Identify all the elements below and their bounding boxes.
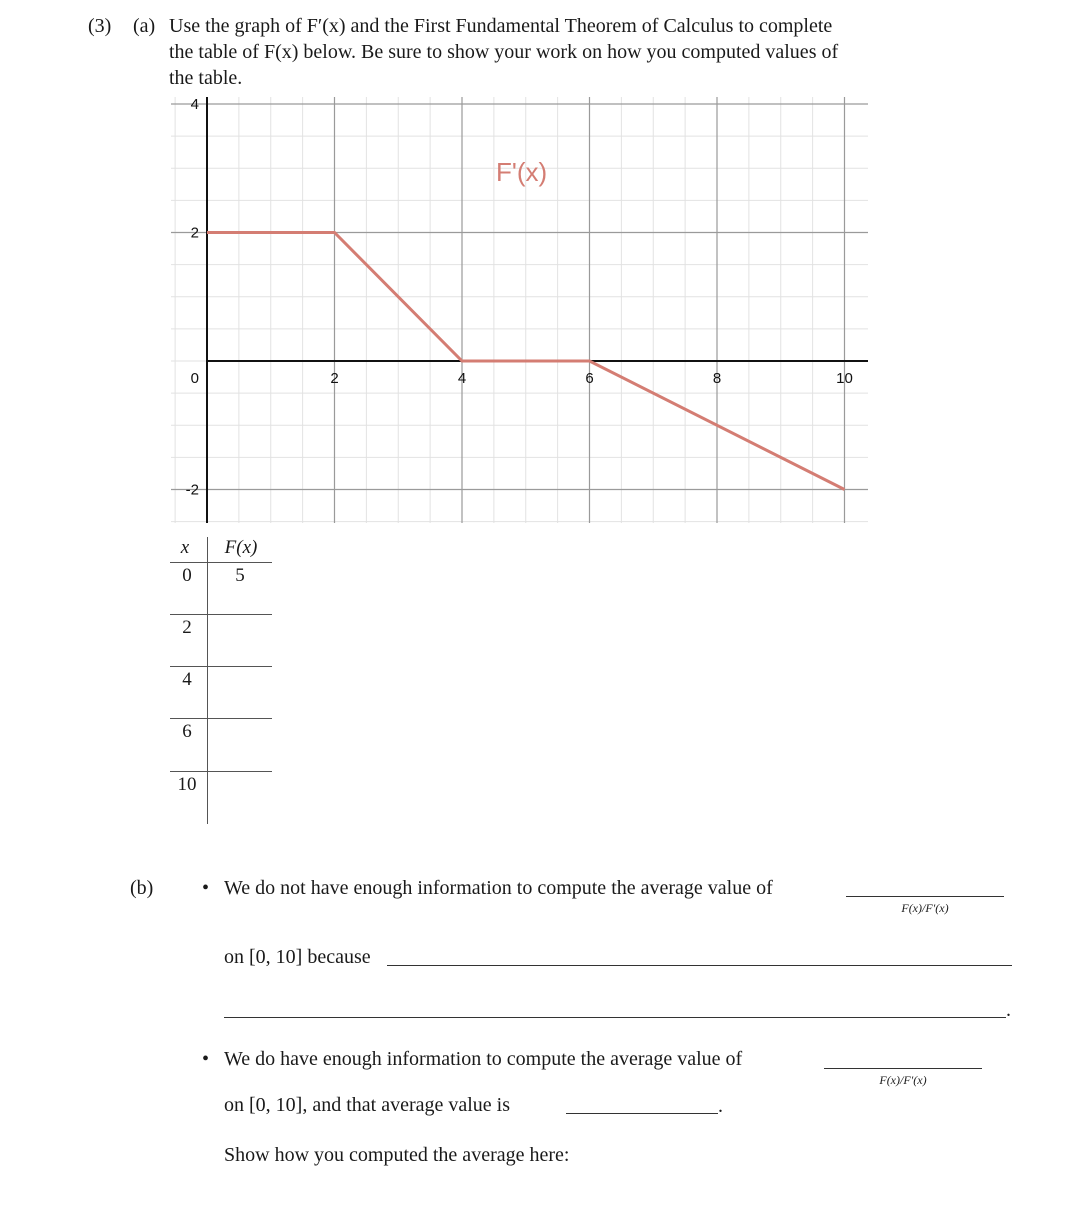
item-1-choice-blank[interactable] xyxy=(846,896,1004,897)
table-row-rule xyxy=(170,666,272,667)
part-a-line-3: the table. xyxy=(169,67,243,89)
table-row-fx[interactable]: 5 xyxy=(235,565,245,586)
item-2-line-1: We do have enough information to compute the average value of xyxy=(224,1048,743,1070)
y-tick-label: -2 xyxy=(185,481,199,499)
part-a-label: (a) xyxy=(133,15,156,37)
part-a-line-2: the table of F(x) below. Be sure to show your work on how you computed values of xyxy=(169,41,839,63)
item-2-end-period: . xyxy=(718,1095,723,1117)
item-1-reason-blank-2[interactable] xyxy=(224,1017,1006,1018)
table-header-rule xyxy=(170,562,272,563)
item-1-line-2: on [0, 10] because xyxy=(224,946,371,968)
table-row-x: 6 xyxy=(182,721,192,742)
curve-label: F'(x) xyxy=(496,157,548,187)
table-vertical-rule xyxy=(207,537,208,824)
x-tick-label: 8 xyxy=(712,370,722,387)
x-tick-label: 10 xyxy=(836,370,853,387)
show-work-prompt: Show how you computed the average here: xyxy=(224,1144,570,1166)
item-2-choice-hint: F(x)/F′(x) xyxy=(879,1073,927,1087)
bullet-1: • xyxy=(202,877,210,899)
problem-number: (3) xyxy=(88,15,112,37)
item-1-choice-hint: F(x)/F′(x) xyxy=(901,901,949,915)
x-tick-label: 6 xyxy=(585,370,594,387)
derivative-graph xyxy=(0,0,1079,540)
y-tick-label: 2 xyxy=(190,224,199,242)
item-1-reason-blank[interactable] xyxy=(387,965,1012,966)
y-tick-label: 0 xyxy=(190,370,199,387)
table-row-x: 0 xyxy=(182,565,192,586)
table-row-rule xyxy=(170,718,272,719)
part-b-label: (b) xyxy=(130,877,154,899)
item-2-choice-blank[interactable] xyxy=(824,1068,982,1069)
item-2-value-blank[interactable] xyxy=(566,1113,718,1114)
table-row-x: 4 xyxy=(182,669,192,690)
item-1-end-period: . xyxy=(1006,999,1011,1021)
bullet-2: • xyxy=(202,1048,210,1070)
table-row-x: 2 xyxy=(182,617,192,638)
table-row-rule xyxy=(170,771,272,772)
item-2-line-2: on [0, 10], and that average value is xyxy=(224,1094,511,1116)
table-row-x: 10 xyxy=(177,774,197,795)
table-row-rule xyxy=(170,614,272,615)
y-tick-label: 4 xyxy=(190,96,199,113)
table-header-fx: F(x) xyxy=(224,537,258,558)
x-tick-label: 4 xyxy=(457,370,467,387)
x-tick-label: 2 xyxy=(330,370,339,387)
table-header-x: x xyxy=(180,537,190,558)
item-1-line-1: We do not have enough information to compute the average value of xyxy=(224,877,773,899)
part-a-line-1: Use the graph of F′(x) and the First Fundamental Theorem of Calculus to complete xyxy=(169,15,833,37)
